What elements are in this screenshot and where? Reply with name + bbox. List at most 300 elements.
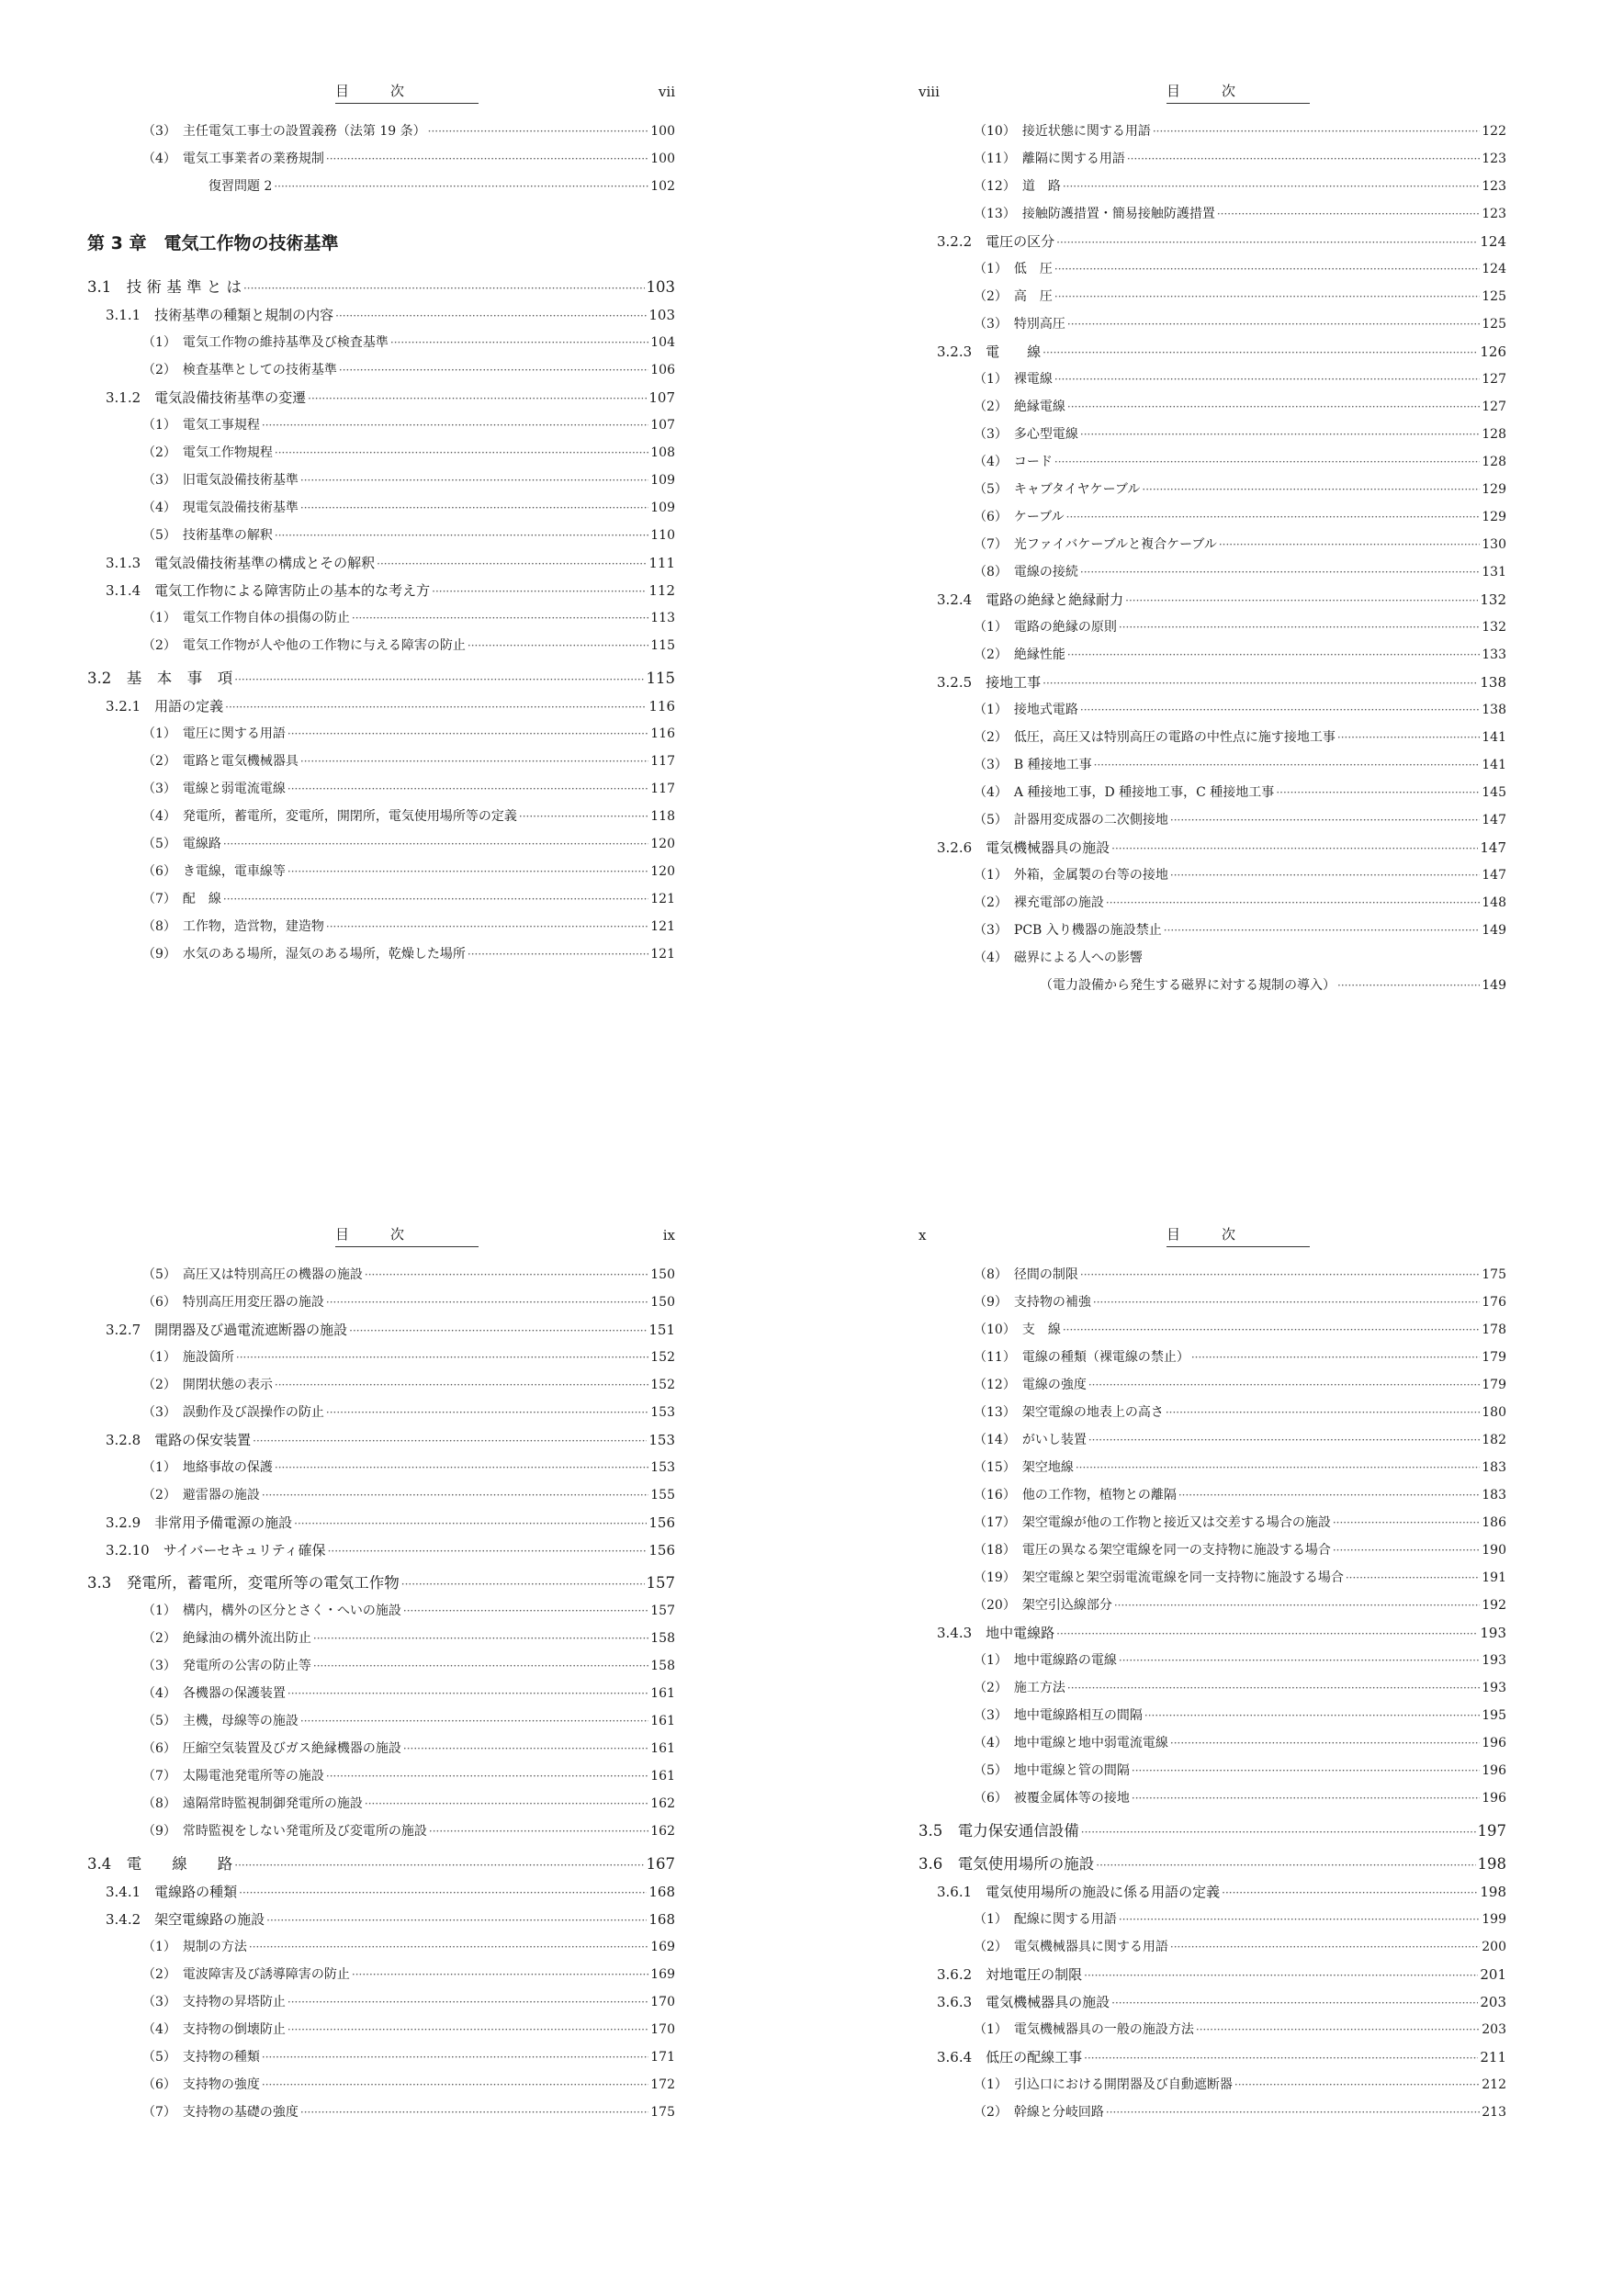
running-head-title: 目 次 [1167, 81, 1310, 104]
toc-entry-page: 158 [650, 1631, 675, 1646]
toc-subsection[interactable] [919, 2043, 1506, 2071]
toc-entry-label: 3.2.5 接地工事 [937, 674, 1042, 691]
toc-item[interactable] [919, 255, 1506, 283]
toc-entry-label: （2） 絶縁性能 [974, 647, 1065, 662]
leader-dots [326, 1289, 648, 1316]
toc-item[interactable] [87, 2016, 675, 2043]
toc-item[interactable] [87, 2043, 675, 2071]
leader-dots [1234, 2071, 1480, 2099]
leader-dots [1333, 1536, 1480, 1564]
leader-dots [1170, 806, 1480, 834]
toc-entry-page: 125 [1482, 317, 1506, 332]
toc-entry-page: 157 [646, 1574, 675, 1592]
leader-dots [1067, 393, 1480, 421]
toc-entry-label: 3.4.2 架空電線路の施設 [106, 1911, 265, 1928]
toc-item[interactable] [87, 1481, 675, 1509]
leader-dots [1056, 228, 1478, 256]
toc-item[interactable] [919, 1261, 1506, 1289]
toc-entry-page: 123 [1482, 207, 1506, 221]
toc-entry-page: 212 [1482, 2077, 1506, 2092]
leader-dots [287, 858, 648, 885]
toc-item[interactable] [919, 366, 1506, 393]
toc-subsection[interactable] [919, 669, 1506, 696]
toc-subsection[interactable] [919, 228, 1506, 255]
toc-entry-label: （13） 接触防護措置・簡易接触防護措置 [974, 207, 1215, 221]
toc-item[interactable] [919, 1344, 1506, 1371]
toc-section[interactable] [87, 665, 675, 692]
toc-entry-page: 116 [650, 726, 675, 741]
toc-entry-page: 190 [1482, 1543, 1506, 1558]
toc-entry-page: 201 [1480, 1966, 1506, 1983]
toc-entry-page: 179 [1482, 1350, 1506, 1365]
toc-entry-label: （17） 架空電線が他の工作物と接近又は交差する場合の施設 [974, 1515, 1331, 1530]
toc-section[interactable] [919, 1818, 1506, 1845]
leader-dots [1106, 889, 1480, 917]
toc-entry-page: 168 [648, 1884, 675, 1900]
toc-subsection[interactable] [87, 1536, 675, 1564]
toc-entry-page: 153 [650, 1460, 675, 1475]
toc-entry-page: 118 [650, 809, 675, 824]
leader-dots [1219, 531, 1480, 558]
toc-entry-page: 161 [650, 1714, 675, 1728]
toc-entry-page: 133 [1482, 647, 1506, 662]
toc-subsection[interactable] [87, 1878, 675, 1906]
toc-item[interactable] [919, 1674, 1506, 1702]
toc-entry-label: （1） 電気工事規程 [142, 418, 260, 433]
toc-item[interactable] [919, 2016, 1506, 2043]
toc-item[interactable] [919, 421, 1506, 448]
toc-item[interactable] [87, 1961, 675, 1988]
toc-item[interactable] [87, 467, 675, 494]
toc-entry-page: 152 [650, 1350, 675, 1365]
toc-page-x [919, 1224, 1506, 2126]
toc-item[interactable] [87, 356, 675, 384]
toc-entry-page: 125 [1482, 289, 1506, 304]
toc-item[interactable] [919, 1729, 1506, 1757]
toc-item[interactable] [919, 448, 1506, 476]
toc-entry-label: （1） 電気工作物の維持基準及び検査基準 [142, 335, 389, 350]
toc-entry-page: 138 [1482, 703, 1506, 717]
toc-item[interactable] [919, 806, 1506, 834]
page-number: vii [658, 84, 675, 100]
leader-dots [352, 1961, 648, 1988]
toc-entry-label: （3） 発電所の公害の防止等 [142, 1659, 311, 1673]
toc-item[interactable] [919, 310, 1506, 338]
toc-item[interactable] [919, 917, 1506, 944]
toc-entry-label: （9） 支持物の補強 [974, 1295, 1091, 1310]
toc-item[interactable] [87, 748, 675, 775]
toc-entry-page: 179 [1482, 1378, 1506, 1392]
leader-dots [365, 1790, 648, 1818]
toc-entry-label: （3） 旧電気設備技術基準 [142, 473, 299, 488]
toc-item[interactable] [87, 2099, 675, 2126]
toc-item[interactable] [919, 145, 1506, 173]
toc-entry-page: 180 [1482, 1405, 1506, 1420]
toc-item[interactable] [919, 531, 1506, 558]
toc-entry-label: （4） 電気工事業者の業務規制 [142, 152, 324, 166]
toc-subsection[interactable] [919, 1961, 1506, 1988]
toc-item[interactable] [919, 861, 1506, 889]
toc-item[interactable] [919, 1536, 1506, 1564]
toc-entry-label: 3.5 電力保安通信設備 [919, 1822, 1079, 1840]
toc-item[interactable] [87, 803, 675, 830]
toc-section[interactable] [87, 1851, 675, 1878]
toc-entry-label: （4） 磁界による人への影響 [974, 951, 1143, 965]
toc-item[interactable] [919, 696, 1506, 724]
toc-entry-label: （6） き電線，電車線等 [142, 864, 286, 879]
toc-entry-label: 3.2.2 電圧の区分 [937, 233, 1055, 250]
toc-item[interactable] [87, 494, 675, 522]
toc-entry-page: 102 [650, 179, 675, 194]
toc-item[interactable] [87, 1399, 675, 1426]
toc-item[interactable] [919, 393, 1506, 421]
toc-item[interactable] [919, 1426, 1506, 1454]
toc-subsection[interactable] [919, 834, 1506, 861]
leader-dots [1114, 1592, 1480, 1619]
toc-entry-label: 3.2.3 電 線 [937, 343, 1042, 360]
leader-dots [1132, 1784, 1480, 1812]
leader-dots [390, 329, 648, 356]
toc-entry-page: 132 [1480, 591, 1506, 608]
toc-item[interactable] [919, 1933, 1506, 1961]
toc-item[interactable] [919, 200, 1506, 228]
toc-entry-label: （1） 電路の絶縁の原則 [974, 620, 1117, 635]
toc-page-ix [87, 1224, 675, 2126]
toc-item[interactable] [919, 1481, 1506, 1509]
toc-item[interactable] [919, 889, 1506, 917]
leader-dots [287, 2016, 648, 2043]
toc-item[interactable] [919, 972, 1506, 999]
toc-item[interactable] [87, 1454, 675, 1481]
toc-subsection[interactable] [87, 692, 675, 720]
toc-item[interactable] [919, 1454, 1506, 1481]
toc-entries [919, 1261, 1506, 2126]
toc-item[interactable] [87, 1261, 675, 1289]
toc-item[interactable] [87, 1625, 675, 1652]
toc-entry-label: （14） がいし装置 [974, 1433, 1087, 1447]
toc-item[interactable] [87, 2071, 675, 2099]
toc-item[interactable] [87, 522, 675, 549]
toc-item[interactable] [87, 173, 675, 200]
toc-item[interactable] [87, 1988, 675, 2016]
toc-entry-label: （4） 発電所，蓄電所，変電所，開閉所，電気使用場所等の定義 [142, 809, 517, 824]
leader-dots [1066, 503, 1481, 531]
toc-item[interactable] [87, 118, 675, 145]
toc-entry-label: （12） 電線の強度 [974, 1378, 1087, 1392]
leader-dots [294, 1509, 647, 1537]
leader-dots [328, 1536, 648, 1565]
toc-item[interactable] [919, 1316, 1506, 1344]
toc-entry-label: 3.2.9 非常用予備電源の施設 [106, 1514, 293, 1531]
toc-subsection[interactable] [87, 384, 675, 411]
toc-item[interactable] [919, 1509, 1506, 1536]
toc-entries [919, 118, 1506, 999]
toc-item[interactable] [919, 1784, 1506, 1812]
toc-entry-label: （2） 施工方法 [974, 1681, 1065, 1695]
toc-item[interactable] [87, 1680, 675, 1707]
toc-entry-page: 121 [650, 919, 675, 934]
toc-entry-label: （1） 外箱，金属製の台等の接地 [974, 868, 1168, 883]
toc-entry-page: 186 [1482, 1515, 1506, 1530]
toc-entry-label: （3） 電線と弱電流電線 [142, 782, 286, 796]
toc-subsection[interactable] [87, 577, 675, 604]
toc-subsection[interactable] [919, 1988, 1506, 2016]
toc-item[interactable] [87, 1371, 675, 1399]
toc-entry-label: （1） 電気機械器具の一般の施設方法 [974, 2022, 1194, 2037]
toc-entry-label: （3） PCB 入り機器の施設禁止 [974, 923, 1162, 938]
leader-dots [1088, 1426, 1480, 1454]
leader-dots [243, 274, 645, 302]
toc-entry-page: 167 [646, 1855, 675, 1873]
toc-item[interactable] [919, 173, 1506, 200]
toc-entry-label: 3.2.6 電気機械器具の施設 [937, 839, 1110, 856]
toc-entry-label: （2） 絶縁電線 [974, 400, 1065, 414]
leader-dots [287, 1680, 648, 1707]
toc-item[interactable] [87, 632, 675, 659]
toc-item[interactable] [87, 604, 675, 632]
leader-dots [1170, 1729, 1480, 1757]
toc-entry-label: （8） 径間の制限 [974, 1267, 1078, 1282]
toc-entry-page: 157 [650, 1604, 675, 1618]
toc-subsection[interactable] [87, 301, 675, 329]
leader-dots [253, 1426, 647, 1455]
toc-entry-label: （1） 配線に関する用語 [974, 1912, 1117, 1927]
toc-item[interactable] [87, 145, 675, 173]
toc-item[interactable] [87, 1652, 675, 1680]
toc-entry-label: 3.2.10 サイバーセキュリティ確保 [106, 1542, 326, 1559]
toc-item[interactable] [919, 1757, 1506, 1784]
toc-item[interactable] [87, 439, 675, 467]
toc-item[interactable] [919, 1564, 1506, 1592]
toc-item[interactable] [919, 503, 1506, 531]
toc-entry-label: （2） 低圧，高圧又は特別高圧の電路の中性点に施す接地工事 [974, 730, 1336, 745]
toc-section[interactable] [87, 274, 675, 301]
leader-dots [300, 467, 648, 494]
page-header [87, 1224, 675, 1252]
toc-entry-page: 175 [1482, 1267, 1506, 1282]
toc-item[interactable] [87, 1790, 675, 1818]
toc-entry-page: 156 [648, 1514, 675, 1531]
toc-item[interactable] [919, 2099, 1506, 2126]
leader-dots [1119, 613, 1480, 641]
leader-dots [234, 665, 644, 693]
toc-item[interactable] [87, 720, 675, 748]
leader-dots [275, 522, 648, 549]
toc-entry-page: 197 [1477, 1822, 1506, 1840]
toc-item[interactable] [87, 1344, 675, 1371]
toc-entry-page: 203 [1482, 2022, 1506, 2037]
leader-dots [225, 692, 647, 721]
toc-entry-label: （4） A 種接地工事，D 種接地工事，C 種接地工事 [974, 785, 1275, 800]
toc-entry-page: 161 [650, 1769, 675, 1784]
toc-subsection[interactable] [919, 1619, 1506, 1647]
leader-dots [1125, 586, 1478, 614]
toc-entry-label: （4） 支持物の倒壊防止 [142, 2022, 286, 2037]
toc-item[interactable] [919, 1906, 1506, 1933]
leader-dots [1063, 173, 1480, 200]
toc-entry-page: 158 [650, 1659, 675, 1673]
toc-item[interactable] [919, 1289, 1506, 1316]
toc-entry-page: 106 [650, 363, 675, 377]
running-head-title: 目 次 [335, 1224, 479, 1247]
leader-dots [1054, 283, 1480, 310]
toc-item[interactable] [87, 1289, 675, 1316]
toc-entry-page: 120 [650, 864, 675, 879]
toc-item[interactable] [919, 1399, 1506, 1426]
toc-entry-label: （5） 支持物の種類 [142, 2050, 260, 2065]
toc-entries [87, 118, 675, 968]
toc-item[interactable] [87, 1762, 675, 1790]
leader-dots [1080, 1261, 1480, 1289]
toc-item[interactable] [919, 641, 1506, 669]
toc-entry-page: 150 [650, 1295, 675, 1310]
toc-item[interactable] [919, 476, 1506, 503]
toc-entry-page: 113 [650, 611, 675, 625]
toc-entry-page: 178 [1482, 1322, 1506, 1337]
toc-subsection[interactable] [919, 586, 1506, 613]
toc-entry-page: 107 [648, 389, 675, 406]
leader-dots [1337, 972, 1480, 999]
toc-item[interactable] [919, 724, 1506, 751]
page-number: x [919, 1227, 927, 1244]
leader-dots [326, 1762, 648, 1790]
toc-entry-label: 3.2.8 電路の保安装置 [106, 1432, 252, 1448]
toc-item[interactable] [919, 779, 1506, 806]
leader-dots [300, 2099, 648, 2126]
toc-entry-page: 128 [1482, 455, 1506, 469]
chapter-title: 第 3 章 電気工作物の技術基準 [87, 233, 339, 253]
leader-dots [349, 1316, 647, 1345]
toc-item[interactable] [919, 118, 1506, 145]
toc-item[interactable] [87, 913, 675, 940]
toc-item[interactable] [87, 411, 675, 439]
toc-entry-label: 3.1.2 電気設備技術基準の変遷 [106, 389, 307, 406]
toc-entry-label: （19） 架空電線と架空弱電流電線を同一支持物に施設する場合 [974, 1570, 1344, 1585]
toc-item[interactable] [919, 283, 1506, 310]
toc-item[interactable] [87, 329, 675, 356]
toc-entry-label: （2） 検査基準としての技術基準 [142, 363, 337, 377]
leader-dots [403, 1735, 648, 1762]
toc-item[interactable] [919, 944, 1506, 972]
toc-entry-label: 3.6.1 電気使用場所の施設に係る用語の定義 [937, 1884, 1221, 1900]
leader-dots [1054, 366, 1480, 393]
toc-item[interactable] [919, 1647, 1506, 1674]
toc-entry-page: 182 [1482, 1433, 1506, 1447]
toc-item[interactable] [919, 1371, 1506, 1399]
leader-dots [1337, 724, 1480, 751]
toc-entry-label: （11） 離隔に関する用語 [974, 152, 1125, 166]
toc-section[interactable] [87, 1570, 675, 1597]
toc-item[interactable] [87, 858, 675, 885]
toc-entry-label: （1） 電気工作物自体の損傷の防止 [142, 611, 350, 625]
leader-dots [1119, 1647, 1480, 1674]
toc-item[interactable] [87, 1597, 675, 1625]
toc-section[interactable] [919, 1851, 1506, 1878]
toc-entry-page: 121 [650, 947, 675, 962]
leader-dots [1043, 669, 1478, 697]
toc-entry-page: 104 [650, 335, 675, 350]
leader-dots [403, 1597, 648, 1625]
leader-dots [1333, 1509, 1480, 1536]
toc-item[interactable] [87, 1735, 675, 1762]
toc-entry-label: （4） コード [974, 455, 1053, 469]
toc-entry-label: （8） 遠隔常時監視制御発電所の施設 [142, 1796, 363, 1811]
toc-subsection[interactable] [87, 1509, 675, 1536]
toc-entry-page: 108 [650, 445, 675, 460]
toc-item[interactable] [87, 940, 675, 968]
toc-item[interactable] [919, 558, 1506, 586]
toc-entry-label: （5） 主機，母線等の施設 [142, 1714, 299, 1728]
toc-entry-page: 211 [1480, 2049, 1506, 2065]
toc-entry-label: 3.6.4 低圧の配線工事 [937, 2049, 1083, 2065]
toc-entry-page: 151 [648, 1322, 675, 1338]
leader-dots [1080, 558, 1480, 586]
toc-entry-page: 138 [1480, 674, 1506, 691]
toc-entry-label: 3.6.2 対地電圧の制限 [937, 1966, 1083, 1983]
toc-entry-label: （5） キャブタイヤケーブル [974, 482, 1141, 497]
leader-dots [468, 940, 648, 968]
toc-item[interactable] [87, 775, 675, 803]
toc-subsection[interactable] [87, 1906, 675, 1933]
toc-entry-page: 155 [650, 1488, 675, 1503]
toc-item[interactable] [919, 1702, 1506, 1729]
leader-dots [287, 775, 648, 803]
toc-entry-page: 131 [1482, 565, 1506, 580]
toc-item[interactable] [919, 2071, 1506, 2099]
toc-entry-page: 162 [650, 1796, 675, 1811]
toc-entry-page: 123 [1482, 179, 1506, 194]
page-number: viii [919, 84, 940, 100]
toc-item[interactable] [87, 1707, 675, 1735]
toc-item[interactable] [919, 751, 1506, 779]
toc-item[interactable] [87, 830, 675, 858]
leader-dots [365, 1261, 648, 1289]
toc-subsection[interactable] [919, 1878, 1506, 1906]
toc-subsection[interactable] [919, 338, 1506, 366]
toc-entry-label: （16） 他の工作物，植物との離隔 [974, 1488, 1177, 1503]
toc-item[interactable] [87, 885, 675, 913]
toc-entry-label: （3） 支持物の昇塔防止 [142, 1995, 286, 2009]
toc-entry-label: （1） 地中電線路の電線 [974, 1653, 1117, 1668]
toc-item[interactable] [919, 613, 1506, 641]
toc-entry-label: 3.2 基 本 事 項 [87, 670, 233, 687]
toc-entry-label: （4） 地中電線と地中弱電流電線 [974, 1736, 1168, 1750]
toc-subsection[interactable] [87, 1426, 675, 1454]
toc-entry-label: （1） 引込口における開閉器及び自動遮断器 [974, 2077, 1233, 2092]
toc-subsection[interactable] [87, 549, 675, 577]
toc-subsection[interactable] [87, 1316, 675, 1344]
toc-entry-page: 183 [1482, 1488, 1506, 1503]
leader-dots [287, 720, 648, 748]
toc-entry-page: 191 [1482, 1570, 1506, 1585]
leader-dots [300, 748, 648, 775]
toc-entry-page: 200 [1482, 1940, 1506, 1954]
leader-dots [275, 439, 648, 467]
toc-item[interactable] [87, 1818, 675, 1845]
toc-entry-label: （10） 支 線 [974, 1322, 1061, 1337]
leader-dots [339, 356, 648, 384]
toc-item[interactable] [919, 1592, 1506, 1619]
toc-entry-page: 123 [1482, 152, 1506, 166]
toc-entry-page: 176 [1482, 1295, 1506, 1310]
toc-entry-page: 172 [650, 2077, 675, 2092]
toc-entry-page: 145 [1482, 785, 1506, 800]
toc-entry-label: （1） 規制の方法 [142, 1940, 247, 1954]
leader-dots [1094, 751, 1481, 779]
toc-item[interactable] [87, 1933, 675, 1961]
leader-dots [1144, 1702, 1480, 1729]
toc-entry-label: （6） ケーブル [974, 510, 1065, 524]
